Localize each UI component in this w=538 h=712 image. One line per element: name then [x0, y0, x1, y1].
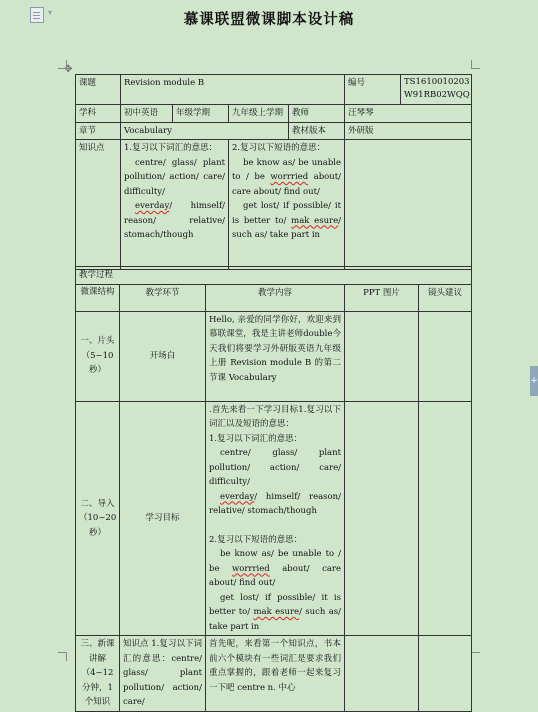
stage-opening: 一、片头（5~10秒）: [76, 311, 120, 401]
header-step: 教学环节: [120, 284, 206, 311]
page-corner-mark: [471, 652, 480, 661]
spacer: [209, 519, 341, 533]
intro-text: .首先来看一下学习目标1.复习以下词汇以及短语的意思：: [209, 404, 341, 429]
points-vocab-2: [124, 199, 225, 243]
grade-value[interactable]: 九年级上学期: [229, 105, 289, 123]
topic-value[interactable]: Revision module B: [121, 75, 345, 105]
intro-vocab-2: [209, 490, 341, 519]
spelling-mark: worrried: [270, 172, 309, 182]
points-phrase-cell[interactable]: [229, 140, 345, 270]
points-phrase-1: [232, 156, 341, 200]
intro-phrase-1-text: be know as/ be unable to / be: [209, 549, 341, 574]
intro-vocab-1: centre/ glass/ plant pollution/ action/ care/ difficulty/: [209, 448, 341, 487]
points-phrase-2-rest: / such as/ take part in: [232, 215, 342, 240]
points-phrase-1-rest: about/ care about/ find out/: [232, 172, 342, 197]
page-corner-mark: [58, 60, 67, 69]
expand-panel-button[interactable]: +: [530, 366, 538, 396]
intro-phrase-2-rest: / such as/ take part in: [209, 607, 341, 632]
edition-label: 教材版本: [289, 122, 345, 140]
header-structure: 微课结构: [76, 284, 120, 311]
spelling-mark: everday: [220, 491, 255, 502]
spelling-mark: everday: [135, 201, 170, 211]
points-vocab-2-rest: / himself/ reason/ relative/ stomach/though: [124, 201, 225, 240]
page-corner-mark: [471, 60, 480, 69]
stage-intro: 二、导入（10~20秒）: [76, 401, 120, 636]
spelling-mark: mak esure: [291, 215, 339, 226]
content-intro[interactable]: [206, 401, 345, 636]
chevron-down-icon[interactable]: ▾: [48, 8, 53, 17]
step-intro: 学习目标: [120, 401, 206, 636]
header-camera: 镜头建议: [419, 284, 472, 311]
chapter-value[interactable]: Vocabulary: [121, 122, 289, 140]
edition-value[interactable]: 外研版: [345, 122, 472, 140]
intro-phrase-2-text: get lost/ if possible/ it is better to/: [209, 592, 341, 617]
step-new-lesson: 知识点 1.复习以下词汇的意思：centre/ glass/ plant pollution/ action/ care/: [120, 636, 206, 712]
ppt-new-lesson-cell[interactable]: [345, 636, 419, 712]
ppt-intro-cell[interactable]: [345, 401, 419, 636]
points-label: 知识点: [76, 140, 121, 270]
spelling-mark: worrried: [231, 563, 270, 574]
stage-new-lesson: 三、新课讲解（4~12分钟，1个知识: [76, 636, 120, 712]
step-opening: 开场白: [120, 311, 206, 401]
points-phrase-title: 2.复习以下短语的意思：: [232, 143, 326, 153]
process-table: [75, 266, 472, 712]
chapter-label: 章节: [76, 122, 121, 140]
ppt-opening-cell[interactable]: [345, 311, 419, 401]
points-phrase-1-text: be know as/ be unable to / be: [232, 157, 342, 182]
content-opening[interactable]: Hello, 亲爱的同学你好，欢迎来到慕联课堂，我是主讲老师double今天我们将要学习外研版英语九年级上册 Revision module B 的第二节课 Vocabulary: [206, 311, 345, 401]
camera-opening-cell[interactable]: [419, 311, 472, 401]
subject-value[interactable]: 初中英语: [121, 105, 173, 123]
points-phrase-2: [232, 199, 341, 243]
camera-new-lesson-cell[interactable]: [419, 636, 472, 712]
intro-phrase-2: [209, 591, 341, 635]
code-value[interactable]: TS1610010203 W91RB02WQQ: [401, 75, 472, 105]
intro-vocab-2-rest: / himself/ reason/ relative/ stomach/though: [209, 491, 341, 516]
points-empty-cell[interactable]: [345, 140, 472, 270]
subject-label: 学科: [76, 105, 121, 123]
camera-intro-cell[interactable]: [419, 401, 472, 636]
points-vocab-cell[interactable]: [121, 140, 229, 270]
info-table: [75, 74, 472, 270]
page-corner-mark: [58, 652, 67, 661]
header-content: 教学内容: [206, 284, 345, 311]
teacher-value[interactable]: 汪琴琴: [345, 105, 472, 123]
code-label: 编号: [345, 75, 401, 105]
intro-vocab-title: 1.复习以下词汇的意思：: [209, 433, 303, 444]
intro-phrase-1-rest: about/ care about/ find out/: [209, 563, 342, 588]
page-title: 慕课联盟微课脚本设计稿: [183, 11, 355, 28]
intro-phrase-1: [209, 547, 341, 591]
points-vocab-1: centre/ glass/ plant pollution/ action/ care/ difficulty/: [124, 157, 225, 197]
topic-label: 课题: [76, 75, 121, 105]
points-phrase-2-text: get lost/ if possible/ it is better to/: [232, 201, 342, 226]
grade-label: 年级学期: [173, 105, 229, 123]
content-new-lesson[interactable]: 首先呢，来看第一个知识点，书本前六个模块有一些词汇是要求我们重点掌握的，跟着老师一起来复习一下吧 centre n. 中心: [206, 636, 345, 712]
table-move-handle-icon[interactable]: ✥: [64, 64, 73, 75]
process-label: 教学过程: [76, 267, 472, 285]
spelling-mark: mak esure: [253, 607, 300, 617]
teacher-label: 教师: [289, 105, 345, 123]
header-ppt: PPT 图片: [345, 284, 419, 311]
points-vocab-title: 1.复习以下词汇的意思：: [124, 143, 218, 153]
intro-phrase-title: 2.复习以下短语的意思：: [209, 534, 303, 545]
